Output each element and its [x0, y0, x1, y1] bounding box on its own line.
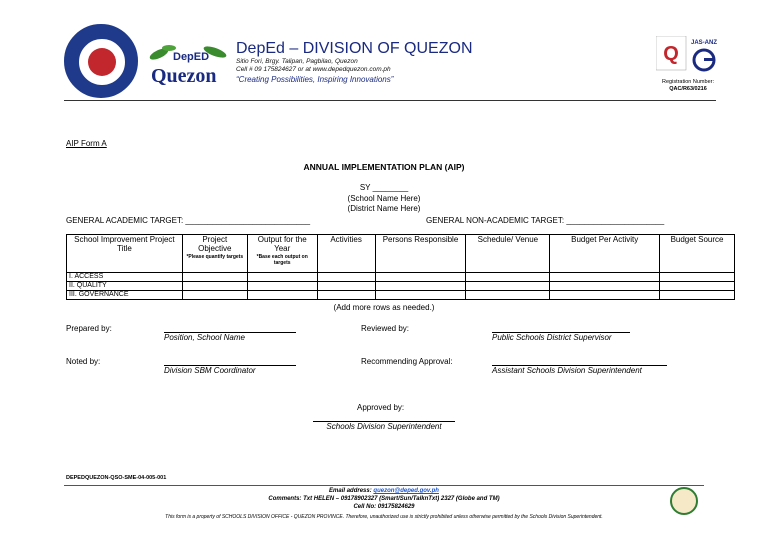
col-activities: Activities — [317, 235, 375, 273]
col-project-title: School Improvement Project Title — [67, 235, 183, 273]
footer-seal-icon — [670, 487, 698, 515]
header-divider — [64, 100, 716, 101]
certification-logo — [656, 36, 720, 74]
deped-quezon-logo — [145, 40, 231, 86]
table-cell[interactable] — [660, 282, 735, 291]
table-cell[interactable] — [317, 282, 375, 291]
school-year: SY ________ — [359, 183, 409, 192]
table-cell[interactable] — [550, 291, 660, 300]
table-cell[interactable] — [317, 273, 375, 282]
footer-email — [0, 487, 768, 495]
table-cell[interactable] — [375, 291, 466, 300]
address-line-2: Cell # 09 175824627 or at www.depedquezon.com.ph — [236, 66, 391, 73]
logo-text-top: DepED — [173, 51, 210, 63]
recommending-approval-label: Recommending Approval: — [361, 357, 453, 366]
col-budget-per-activity: Budget Per Activity — [550, 235, 660, 273]
noted-by-signature: Division SBM Coordinator — [164, 365, 296, 375]
table-cell[interactable] — [317, 291, 375, 300]
logo-text-bottom: Quezon — [151, 65, 217, 86]
aip-table — [66, 234, 735, 300]
footer-divider — [64, 485, 704, 486]
col-budget-source: Budget Source — [660, 235, 735, 273]
add-more-rows-note: (Add more rows as needed.) — [333, 303, 435, 312]
reg-number: QAC/R63/0216 — [669, 86, 707, 92]
row-label-governance: III. GOVERNANCE — [67, 291, 183, 300]
table-cell[interactable] — [550, 282, 660, 291]
footer-cell: Cell No: 09175824629 — [353, 504, 415, 510]
col-persons-responsible: Persons Responsible — [375, 235, 466, 273]
division-tagline: “Creating Possibilities, Inspiring Innovations” — [236, 75, 394, 84]
table-cell[interactable] — [466, 291, 550, 300]
school-name: (School Name Here) — [347, 194, 421, 203]
document-code: DEPEDQUEZON-QSO-SME-04-005-001 — [66, 475, 167, 481]
approved-by-label: Approved by: — [357, 403, 405, 412]
table-cell[interactable] — [182, 291, 247, 300]
table-cell[interactable] — [375, 282, 466, 291]
general-academic-target: GENERAL ACADEMIC TARGET: ____________________________ — [66, 216, 311, 225]
table-row — [67, 273, 735, 282]
table-cell[interactable] — [660, 291, 735, 300]
table-cell[interactable] — [182, 282, 247, 291]
prepared-by-signature: Position, School Name — [164, 332, 296, 342]
footer-disclaimer: This form is a property of SCHOOLS DIVISION OFFICE - QUEZON PROVINCE. Therefore, unauthorized use is strictly prohibited unless otherwise permitted by the Schools Division Superintendent. — [165, 514, 603, 520]
reviewed-by-signature: Public Schools District Supervisor — [492, 332, 630, 342]
col-output: Output for the Year *Base each output on targets — [247, 235, 317, 273]
division-address — [236, 58, 391, 74]
form-label: AIP Form A — [66, 139, 107, 148]
table-row — [67, 291, 735, 300]
registration-number — [640, 79, 736, 93]
output-note: *Base each output on targets — [256, 254, 308, 266]
table-cell[interactable] — [182, 273, 247, 282]
svg-text:Q: Q — [663, 43, 679, 65]
recommending-approval-signature: Assistant Schools Division Superintendent — [492, 365, 667, 375]
table-cell[interactable] — [550, 273, 660, 282]
noted-by-label: Noted by: — [66, 357, 101, 366]
form-title: ANNUAL IMPLEMENTATION PLAN (AIP) — [303, 162, 465, 172]
table-cell[interactable] — [247, 273, 317, 282]
table-header-row — [67, 235, 735, 273]
deped-seal-logo — [64, 24, 138, 98]
table-cell[interactable] — [660, 273, 735, 282]
division-title: DepEd – DIVISION OF QUEZON — [236, 40, 473, 57]
row-label-access: I. ACCESS — [67, 273, 183, 282]
district-name: (District Name Here) — [347, 204, 421, 213]
reviewed-by-label: Reviewed by: — [361, 324, 410, 333]
reg-label: Registration Number: — [662, 79, 714, 85]
email-label: Email address: — [329, 488, 374, 494]
row-label-quality: II. QUALITY — [67, 282, 183, 291]
table-cell[interactable] — [247, 291, 317, 300]
table-row — [67, 282, 735, 291]
email-link[interactable]: quezon@deped.gov.ph — [373, 488, 439, 494]
objective-note: *Please quantify targets — [186, 254, 244, 260]
general-non-academic-target: GENERAL NON-ACADEMIC TARGET: ______________________ — [426, 216, 665, 225]
table-cell[interactable] — [375, 273, 466, 282]
table-cell[interactable] — [466, 282, 550, 291]
col-schedule-venue: Schedule/ Venue — [466, 235, 550, 273]
cert-label: JAS-ANZ — [690, 40, 718, 46]
address-line-1: Sitio Fori, Brgy. Talipan, Pagbilao, Quezon — [236, 58, 358, 65]
col-project-objective: Project Objective *Please quantify targets — [182, 235, 247, 273]
prepared-by-label: Prepared by: — [66, 324, 112, 333]
footer-comments: Comments: Txt HELEN – 09178902327 (Smart/Sun/TalknTxt) 2327 (Globe and TM) — [268, 496, 500, 502]
table-cell[interactable] — [247, 282, 317, 291]
approved-by-signature: Schools Division Superintendent — [313, 421, 455, 431]
table-cell[interactable] — [466, 273, 550, 282]
